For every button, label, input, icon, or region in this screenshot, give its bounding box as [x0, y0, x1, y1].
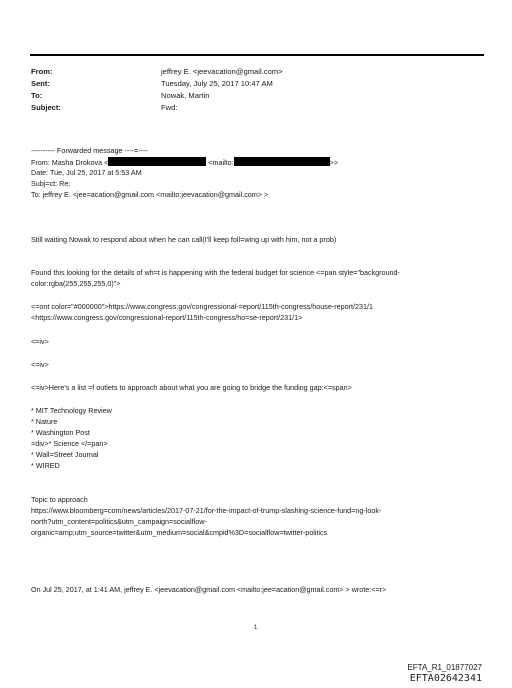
body-div-tag: <=iv>: [31, 360, 49, 369]
body-paragraph: <https://www.congress.gov/congressional-report/115th-congress/ho=se-report/231/1>: [31, 313, 303, 322]
list-item: * Washington Post: [31, 428, 90, 437]
redaction-block: [234, 157, 330, 166]
header-rule: [30, 54, 484, 56]
forward-date: Date: Tue, Jul 25, 2017 at 5:53 AM: [31, 168, 142, 177]
body-paragraph: <=iv>Here's a list =f outlets to approach about what you are going to bridge the funding gap:<=span>: [31, 383, 352, 392]
from-label: From:: [31, 67, 53, 76]
from-value: jeffrey E. <jeevacation@gmail.com>: [161, 67, 283, 76]
bates-number-primary: EFTA_R1_01877027: [407, 663, 482, 672]
body-paragraph: Still waiting Nowak to respond about when he can call(I'll keep foll=wing up with him, not a prob): [31, 235, 337, 244]
list-item: * Nature: [31, 417, 58, 426]
body-paragraph: Found this looking for the details of wh=t is happening with the federal budget for science <=pan style="background-: [31, 268, 400, 277]
redaction-block: [108, 157, 206, 166]
to-value: Nowak, Martin: [161, 91, 210, 100]
to-label: To:: [31, 91, 43, 100]
forward-marker: ---------- Forwarded message ----=----: [31, 146, 148, 155]
body-paragraph: color:rgba(255,255,255,0)">: [31, 279, 121, 288]
list-item: * MIT Technology Review: [31, 406, 112, 415]
body-paragraph: <=ont color="#000000">https://www.congress.gov/congressional-=eport/115th-congress/house-report/231/1: [31, 302, 373, 311]
forward-from-mid: <mailto:: [208, 158, 234, 167]
topic-link[interactable]: organic=amp;utm_source=twitter&utm_medium=social&cmpid%3D=socialflow=twitter-politics: [31, 528, 328, 537]
sent-label: Sent:: [31, 79, 50, 88]
forward-from-line: [31, 157, 338, 168]
page-number: 1: [254, 625, 258, 631]
topic-link[interactable]: north?utm_content=politics&utm_campaign=socialflow-: [31, 517, 207, 526]
forward-to: To: jeffrey E. <jee=acation@gmail.com <mailto:jeevacation@gmail.com> >: [31, 190, 269, 199]
list-item: * Wall=Street Journal: [31, 450, 99, 459]
topic-heading: Topic to approach: [31, 495, 88, 504]
forward-from-suffix: >>: [329, 158, 339, 167]
bates-number-secondary: EFTA02642341: [409, 673, 482, 684]
forward-subject: Subj=ct: Re:: [31, 179, 71, 188]
subject-value: Fwd:: [161, 103, 178, 112]
quote-line: On Jul 25, 2017, at 1:41 AM, jeffrey E. <jeevacation@gmail.com <mailto:jee=acation@gmail.com> > wrote:<=r>: [31, 585, 387, 594]
body-div-tag: <=iv>: [31, 337, 49, 346]
list-item: * WIRED: [31, 461, 60, 470]
sent-value: Tuesday, July 25, 2017 10:47 AM: [161, 79, 273, 88]
list-item: =div>* Science </=pan>: [31, 439, 108, 448]
forward-from-prefix: From: Masha Drokova <: [31, 158, 109, 167]
subject-label: Subject:: [31, 103, 61, 112]
topic-link[interactable]: https://www.bloomberg=com/news/articles/2017-07-21/for-the-impact-of-trump-slashing-science-fund=ng-look-: [31, 506, 382, 515]
